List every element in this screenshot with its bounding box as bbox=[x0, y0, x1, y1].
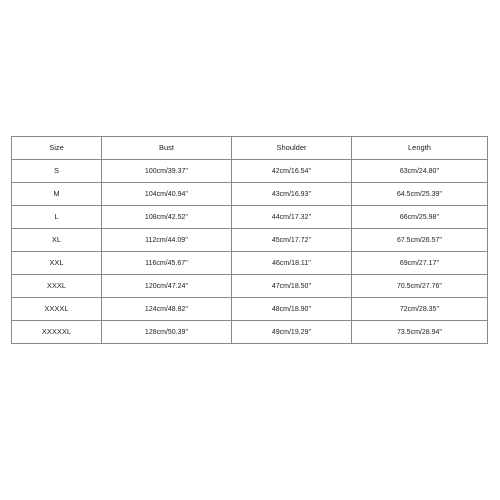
table-row bbox=[12, 183, 488, 206]
table-row bbox=[12, 206, 488, 229]
shoulder-cell: 46cm/18.11'' bbox=[232, 252, 352, 275]
bust-cell: 116cm/45.67'' bbox=[102, 252, 232, 275]
shoulder-cell: 42cm/16.54'' bbox=[232, 160, 352, 183]
size-cell: S bbox=[12, 160, 102, 183]
size-cell: XXXXXL bbox=[12, 321, 102, 344]
shoulder-cell: 49cm/19.29'' bbox=[232, 321, 352, 344]
table-row bbox=[12, 252, 488, 275]
length-cell: 66cm/25.98'' bbox=[352, 206, 488, 229]
size-cell: M bbox=[12, 183, 102, 206]
length-cell: 73.5cm/28.94'' bbox=[352, 321, 488, 344]
shoulder-cell: 48cm/18.90'' bbox=[232, 298, 352, 321]
size-cell: XXXL bbox=[12, 275, 102, 298]
length-cell: 67.5cm/26.57'' bbox=[352, 229, 488, 252]
bust-cell: 120cm/47.24'' bbox=[102, 275, 232, 298]
shoulder-cell: 44cm/17.32'' bbox=[232, 206, 352, 229]
bust-cell: 112cm/44.09'' bbox=[102, 229, 232, 252]
table-row bbox=[12, 298, 488, 321]
size-chart-table bbox=[11, 136, 488, 344]
shoulder-cell: 45cm/17.72'' bbox=[232, 229, 352, 252]
header-bust: Bust bbox=[102, 137, 232, 160]
length-cell: 70.5cm/27.76'' bbox=[352, 275, 488, 298]
table-row bbox=[12, 229, 488, 252]
length-cell: 64.5cm/25.39'' bbox=[352, 183, 488, 206]
header-size: Size bbox=[12, 137, 102, 160]
size-cell: XXL bbox=[12, 252, 102, 275]
header-shoulder: Shoulder bbox=[232, 137, 352, 160]
size-cell: XXXXL bbox=[12, 298, 102, 321]
bust-cell: 124cm/48.82'' bbox=[102, 298, 232, 321]
length-cell: 69cm/27.17'' bbox=[352, 252, 488, 275]
bust-cell: 104cm/40.94'' bbox=[102, 183, 232, 206]
table-row bbox=[12, 321, 488, 344]
bust-cell: 108cm/42.52'' bbox=[102, 206, 232, 229]
header-row bbox=[12, 137, 488, 160]
bust-cell: 128cm/50.39'' bbox=[102, 321, 232, 344]
length-cell: 72cm/28.35'' bbox=[352, 298, 488, 321]
table-row bbox=[12, 275, 488, 298]
bust-cell: 100cm/39.37'' bbox=[102, 160, 232, 183]
size-cell: XL bbox=[12, 229, 102, 252]
table-row bbox=[12, 160, 488, 183]
header-length: Length bbox=[352, 137, 488, 160]
size-cell: L bbox=[12, 206, 102, 229]
shoulder-cell: 47cm/18.50'' bbox=[232, 275, 352, 298]
shoulder-cell: 43cm/16.93'' bbox=[232, 183, 352, 206]
length-cell: 63cm/24.80'' bbox=[352, 160, 488, 183]
